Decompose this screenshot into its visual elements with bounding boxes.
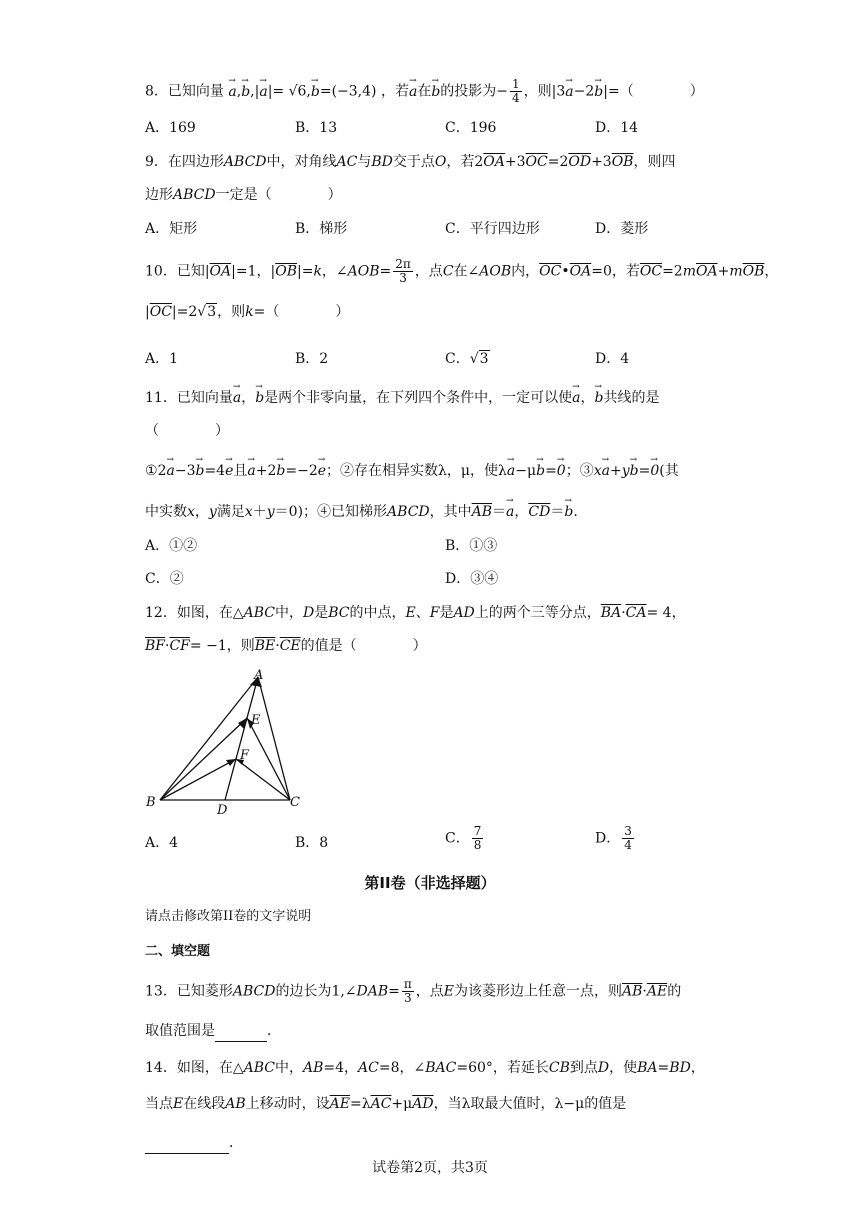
q14-stem-line1: 14．如图，在△ABC中，AB=4，AC=8，∠BAC=60°，若延长CB到点D，使BA=BD，	[145, 1060, 705, 1076]
q12-triangle-figure	[140, 665, 310, 820]
q13-stem-line2: 取值范围是 ．	[145, 1021, 281, 1042]
q13-angle-fraction: $\frac{\pi}{3}$	[403, 977, 412, 1005]
q9-option-d[interactable]: D．菱形	[595, 221, 649, 237]
q14-stem-line3: ．	[145, 1133, 243, 1154]
q11-conditions-line2: 中实数x，y满足x＋y＝0)；④已知梯形ABCD，其中$\overline{AB}=\to a$，$\overline{CD}=\to b$.	[145, 502, 578, 522]
q9-stem-line2: 边形ABCD一定是（ ）	[145, 187, 342, 203]
q13-stem-line1: 13．已知菱形ABCD的边长为1,∠DAB= $\frac{\pi}{3}$ ，点E为该菱形边上任意一点，则$\overline{AB}\cdot\overline{AE}$的	[145, 977, 682, 1005]
label-D: D	[217, 803, 228, 818]
q11-option-c[interactable]: C．②	[145, 571, 184, 587]
section-note[interactable]: 请点击修改第II卷的文字说明	[145, 909, 312, 924]
q12-option-c[interactable]: C． $\frac{7}{8}$	[445, 824, 482, 852]
segment-BF	[160, 759, 236, 800]
q14-answer-blank[interactable]	[145, 1133, 229, 1154]
q10-option-b[interactable]: B．2	[295, 351, 329, 367]
segment-AC	[258, 677, 290, 800]
q12-stem-line1: 12．如图，在△ABC中，D是BC的中点，E、F是AD上的两个三等分点，$\overline{BA}\cdot\overline{CA}= 4$，	[145, 605, 686, 621]
label-E: E	[251, 713, 261, 728]
q8-option-c[interactable]: C．196	[445, 120, 497, 136]
label-B: B	[146, 795, 156, 810]
segment-BE	[160, 718, 247, 800]
q9-option-a[interactable]: A．矩形	[145, 221, 198, 237]
q11-option-b[interactable]: B．①③	[445, 538, 498, 554]
q11-conditions-line: ①2→ a−3→ b=4→ e且→ a+2→ b=−2→ e；②存在相异实数λ，μ，使λ→ a−μ→ b=→ 0；③x→ a+y→ b=→ 0(其	[145, 461, 679, 481]
q8-option-d[interactable]: D．14	[595, 120, 639, 136]
q10-option-d[interactable]: D．4	[595, 351, 630, 367]
q10-angle-fraction: $\frac{2\pi}{3}$	[395, 257, 411, 285]
q9-option-c[interactable]: C．平行四边形	[445, 221, 540, 237]
q12-stem-line2: $\overline{BF}\cdot\overline{CF}= -1$，则$\overline{BE}\cdot\overline{CE}$的值是（ ）	[145, 638, 427, 654]
label-A: A	[254, 668, 264, 683]
q8-stem: 8．已知向量 → a,→ b,|→ a|= √6,→ b=(−3,4) ，若→ a在→ b的投影为− $\frac{1}{4}$ ，则|3→ a−2→ b|=（ ）	[145, 78, 704, 105]
section-heading: 二、填空题	[145, 944, 211, 959]
q11-option-d[interactable]: D．③④	[445, 571, 499, 587]
q10-stem-line2: $|\overline{OC}|=2√3$，则k=（ ）	[145, 304, 350, 320]
q11-stem-line1: 11．已知向量→ a，→ b是两个非零向量，在下列四个条件中，一定可以使→ a，→ b共线的是	[145, 388, 659, 408]
segment-CE	[247, 718, 290, 800]
q9-stem-line1: 9．在四边形ABCD中，对角线AC与BD交于点O，若$2\overline{OA}+3\overline{OC}=2\overline{OD}+3\overline{OB}$，则四	[145, 154, 676, 170]
q11-stem-line2: （ ）	[145, 423, 229, 439]
section-title: 第II卷（非选择题）	[364, 874, 496, 892]
segment-BA	[160, 677, 258, 800]
segment-AD	[225, 677, 258, 800]
q13-answer-blank[interactable]	[215, 1021, 267, 1042]
q8-fraction: $\frac{1}{4}$	[512, 77, 520, 105]
q9-option-b[interactable]: B．梯形	[295, 221, 348, 237]
q11-option-a[interactable]: A．①②	[145, 538, 198, 554]
q10-option-c[interactable]: C．√3	[445, 351, 489, 367]
label-C: C	[290, 795, 300, 810]
q8-option-b[interactable]: B．13	[295, 120, 338, 136]
q12-option-d[interactable]: D． $\frac{3}{4}$	[595, 824, 632, 852]
q10-option-a[interactable]: A．1	[145, 351, 179, 367]
q8-option-a[interactable]: A．169	[145, 120, 196, 136]
label-F: F	[240, 748, 250, 763]
q14-stem-line2: 当点E在线段AB上移动时，设$\overline{AE}=\lambda\overline{AC}+\mu\overline{AD}$，当λ取最大值时，λ−μ的值是	[145, 1096, 627, 1112]
page-footer: 试卷第2页，共3页	[372, 1160, 488, 1176]
segment-CF	[236, 759, 290, 800]
q12-option-b[interactable]: B．8	[295, 835, 329, 851]
q12-option-a[interactable]: A．4	[145, 835, 179, 851]
q10-stem-line1: 10．已知$|\overline{OA}|=1$，$|\overline{OB}|=k$，∠AOB= $\frac{2\pi}{3}$ ，点C在∠AOB内，$\overline{OC}•\overline{OA}=0$，若$\overline{OC}=2m\overline{OA}+m\overline{OB}$，	[145, 257, 779, 285]
